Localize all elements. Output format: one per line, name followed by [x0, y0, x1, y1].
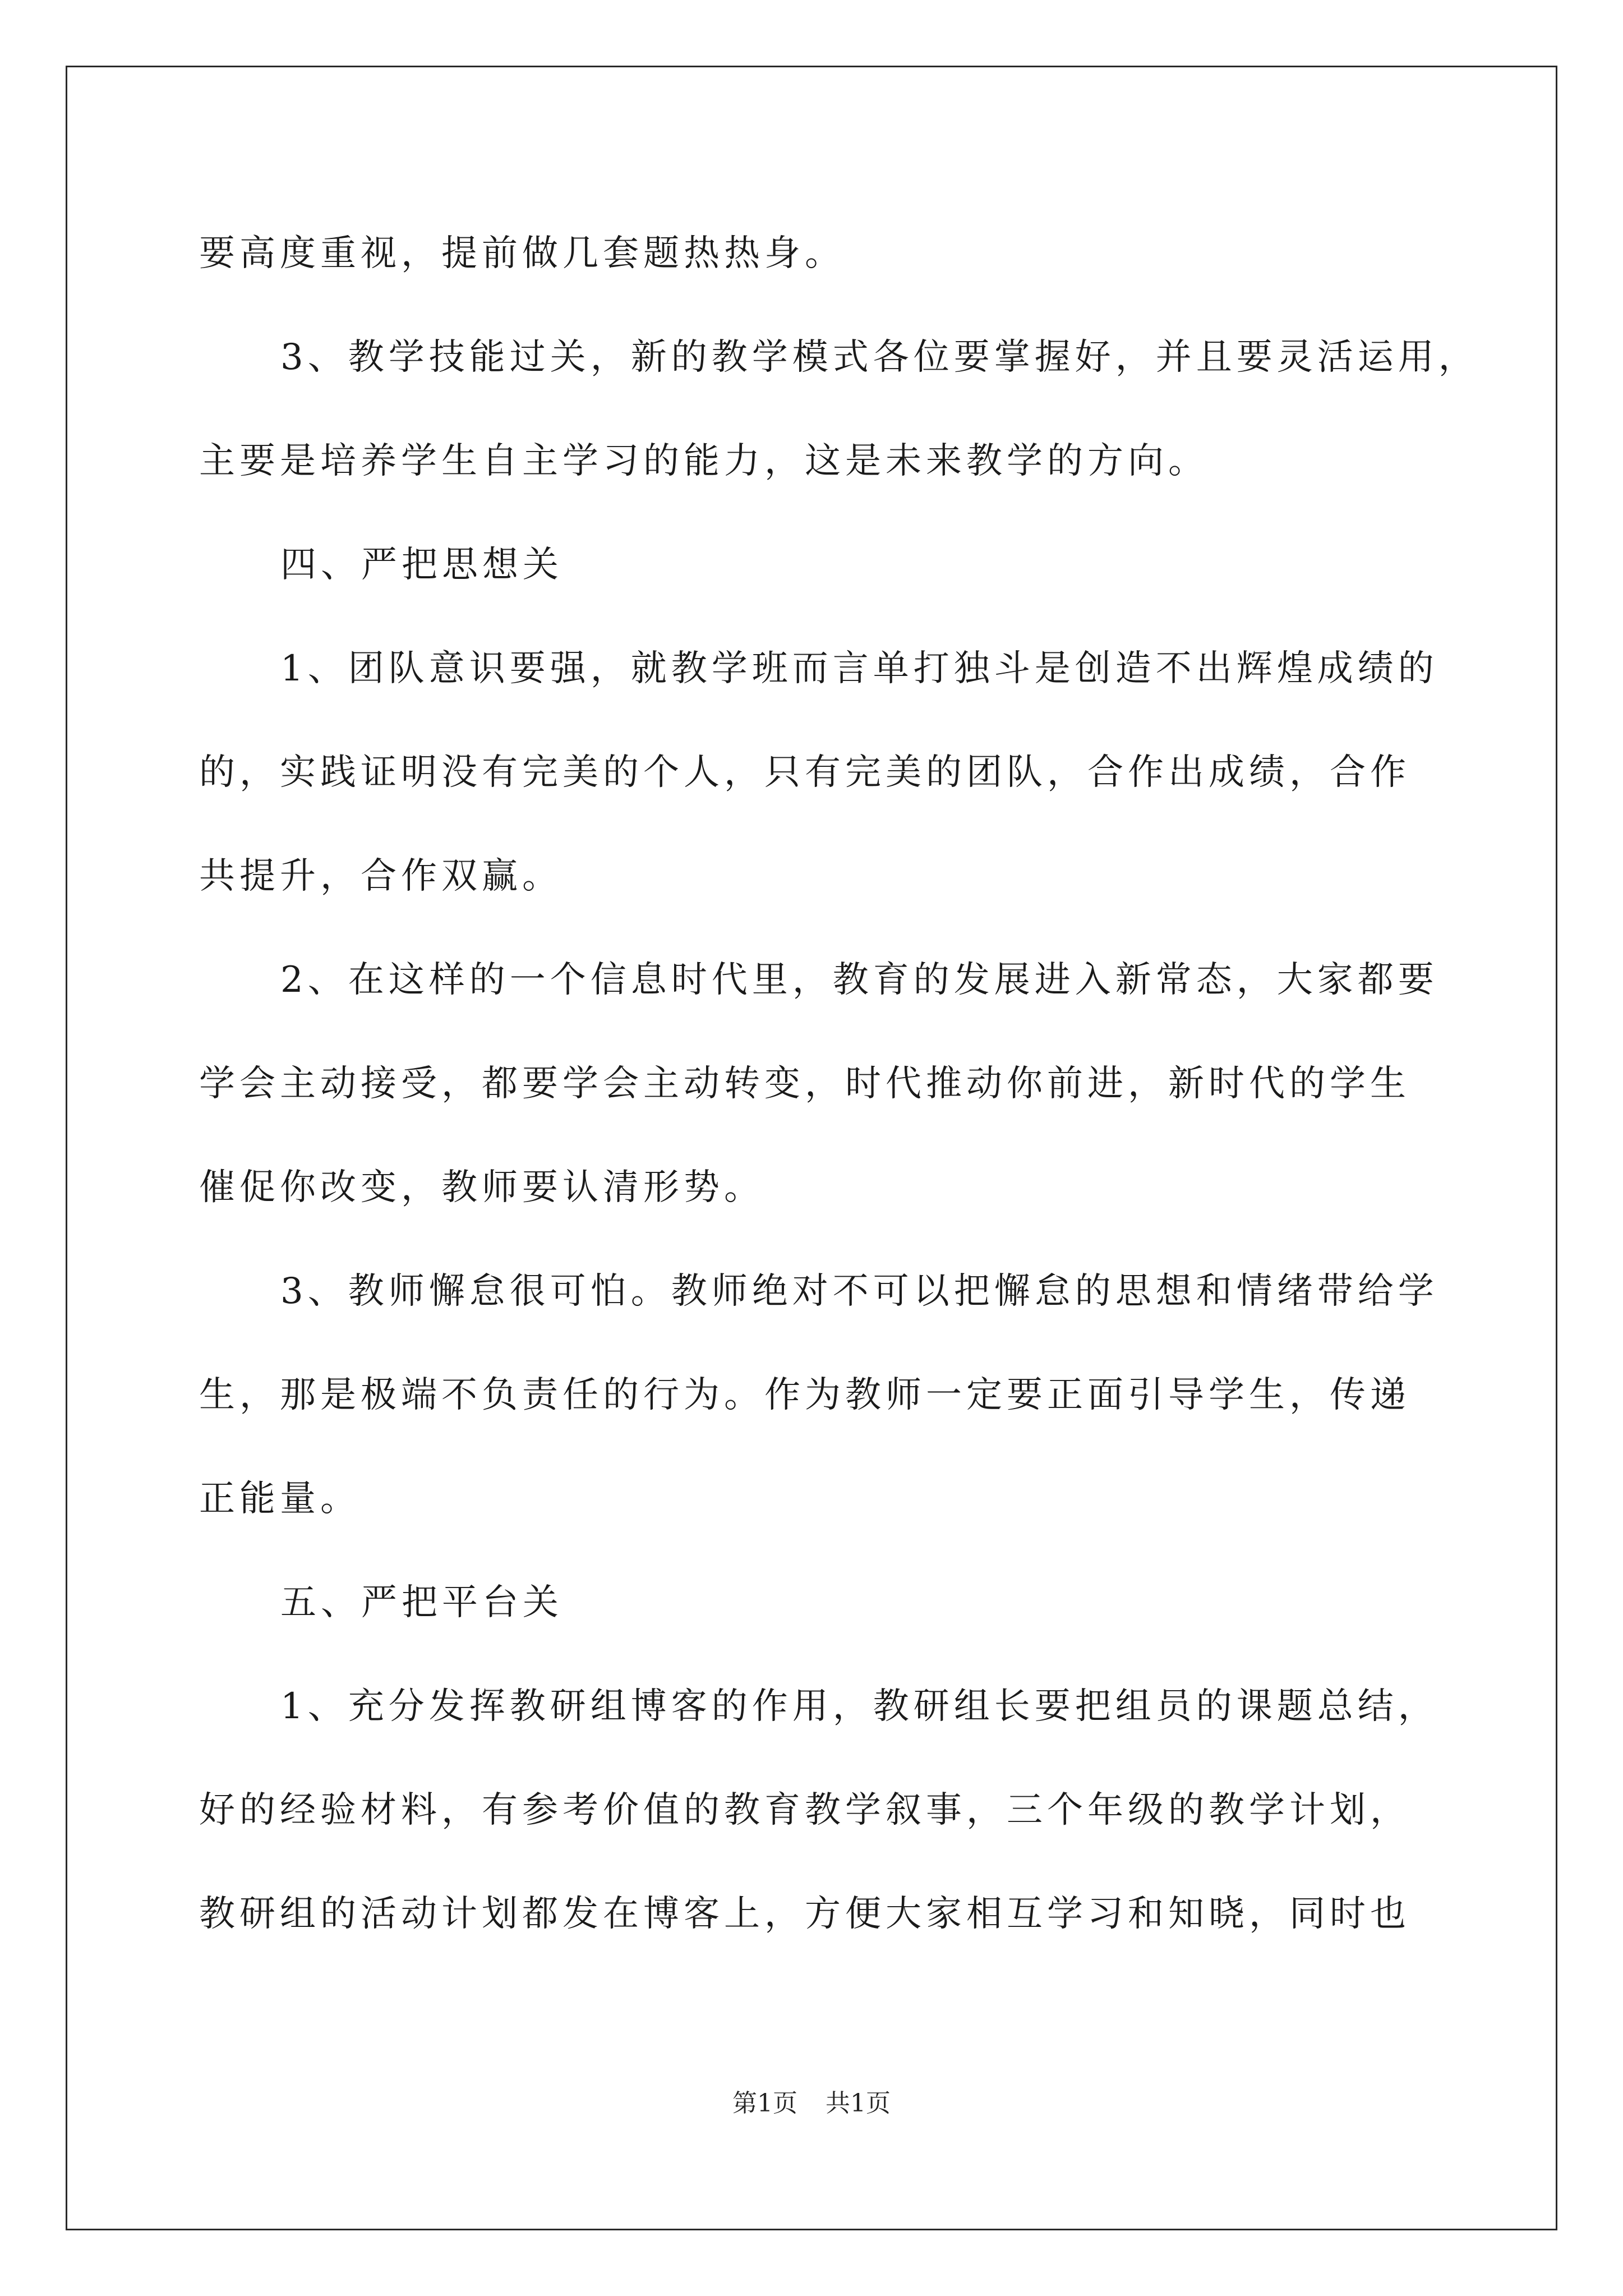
text-line: 3、教师懈怠很可怕。教师绝对不可以把懈怠的思想和情绪带给学	[280, 1271, 1438, 1312]
text-line: 教研组的活动计划都发在博客上，方便大家相互学习和知晓，同时也	[199, 1893, 1410, 1935]
text-line: 学会主动接受，都要学会主动转变，时代推动你前进，新时代的学生	[199, 1063, 1410, 1105]
text-line: 的，实践证明没有完美的个人，只有完美的团队，合作出成绩，合作	[199, 752, 1410, 793]
text-line: 正能量。	[199, 1478, 361, 1520]
section-heading: 四、严把思想关	[280, 544, 563, 586]
page-footer	[0, 2087, 1623, 2120]
page-number: 第1页	[732, 2089, 797, 2118]
section-heading: 五、严把平台关	[280, 1582, 563, 1623]
text-line: 2、在这样的一个信息时代里，教育的发展进入新常态，大家都要	[280, 959, 1438, 1001]
text-line: 1、充分发挥教研组博客的作用，教研组长要把组员的课题总结，	[280, 1686, 1438, 1727]
text-line: 要高度重视，提前做几套题热热身。	[199, 233, 845, 274]
text-line: 生，那是极端不负责任的行为。作为教师一定要正面引导学生，传递	[199, 1374, 1410, 1416]
text-line: 主要是培养学生自主学习的能力，这是未来教学的方向。	[199, 440, 1209, 482]
text-line: 共提升，合作双赢。	[199, 855, 562, 897]
text-line: 催促你改变，教师要认清形势。	[199, 1167, 764, 1208]
document-body	[199, 202, 1495, 1966]
page-total: 共1页	[826, 2089, 891, 2118]
text-line: 3、教学技能过关，新的教学模式各位要掌握好，并且要灵活运用，	[280, 337, 1479, 378]
text-line: 1、团队意识要强，就教学班而言单打独斗是创造不出辉煌成绩的	[280, 648, 1438, 689]
text-line: 好的经验材料，有参考价值的教育教学叙事，三个年级的教学计划，	[199, 1789, 1410, 1831]
